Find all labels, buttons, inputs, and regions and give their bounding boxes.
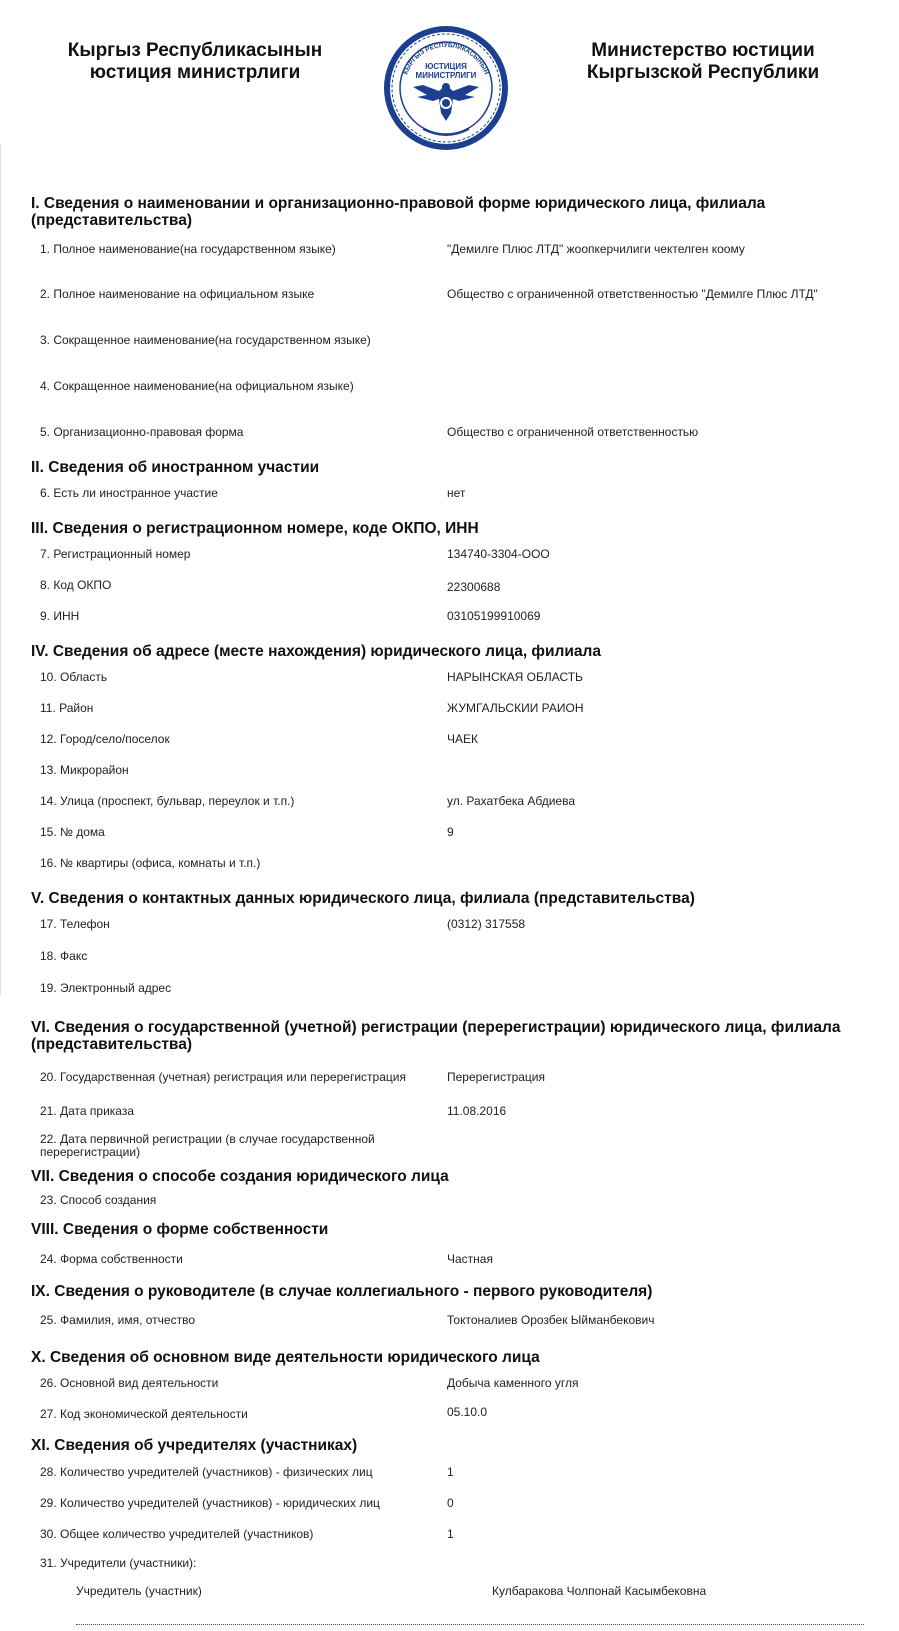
ministry-name-russian: [538, 40, 868, 84]
founder-name: Кулбаракова Чолпонай Касымбековна: [492, 1584, 707, 1598]
field-value-9: 03105199910069: [447, 609, 541, 623]
field-label-1: 1. Полное наименование(на государственном языке): [40, 242, 336, 256]
ministry-name-russian-line2: Кыргызской Республики: [586, 62, 820, 83]
field-value-7: 134740-3304-ООО: [447, 547, 550, 561]
field-label-25: 25. Фамилия, имя, отчество: [40, 1313, 195, 1327]
field-label-20: 20. Государственная (учетная) регистрация или перерегистрация: [40, 1070, 406, 1084]
field-value-28: 1: [447, 1465, 454, 1479]
field-label-9: 9. ИНН: [40, 609, 80, 623]
field-value-14: ул. Рахатбека Абдиева: [447, 794, 576, 808]
field-value-27: 05.10.0: [447, 1405, 488, 1419]
field-label-8: 8. Код ОКПО: [40, 578, 112, 592]
founder-divider: [76, 1624, 864, 1625]
page-edge-line: [0, 145, 1, 995]
ministry-name-kyrgyz-line1: Кыргыз Республикасынын: [67, 40, 323, 61]
field-value-29: 0: [447, 1496, 454, 1510]
section-heading-7: VII. Сведения о способе создания юридического лица: [31, 1168, 449, 1185]
field-label-15: 15. № дома: [40, 825, 105, 839]
field-value-26: Добыча каменного угля: [447, 1376, 579, 1390]
field-value-10: НАРЫНСКАЯ ОБЛАСТЬ: [447, 670, 583, 684]
section-heading-6: VI. Сведения о государственной (учетной) регистрации (перерегистрации) юридического лица, филиала (представительства): [31, 1019, 841, 1053]
ministry-name-kyrgyz: [40, 40, 350, 84]
field-value-2: Общество с ограниченной ответственностью "Демилге Плюс ЛТД": [447, 287, 818, 301]
field-label-22: 22. Дата первичной регистрации (в случае государственной перерегистрации): [40, 1132, 375, 1159]
section-heading-10: X. Сведения об основном виде деятельности юридического лица: [31, 1349, 540, 1366]
seal-title-line1: ЮСТИЦИЯ: [425, 62, 467, 71]
field-value-30: 1: [447, 1527, 454, 1541]
field-label-18: 18. Факс: [40, 949, 88, 963]
field-value-21: 11.08.2016: [447, 1104, 507, 1118]
section-heading-4: IV. Сведения об адресе (месте нахождения) юридического лица, филиала: [31, 643, 601, 660]
field-label-29: 29. Количество учредителей (участников) - юридических лиц: [40, 1496, 380, 1510]
field-label-24: 24. Форма собственности: [40, 1252, 183, 1266]
field-label-28: 28. Количество учредителей (участников) - физических лиц: [40, 1465, 373, 1479]
field-label-19: 19. Электронный адрес: [40, 981, 172, 995]
field-label-21: 21. Дата приказа: [40, 1104, 135, 1118]
field-value-12: ЧАЕК: [447, 732, 478, 746]
field-label-16: 16. № квартиры (офиса, комнаты и т.п.): [40, 856, 261, 870]
field-label-13: 13. Микрорайон: [40, 763, 129, 777]
section-heading-3: III. Сведения о регистрационном номере, коде ОКПО, ИНН: [31, 520, 479, 537]
field-value-25: Токтоналиев Орозбек Ыйманбекович: [447, 1313, 655, 1327]
ministry-name-kyrgyz-line2: юстиция министрлиги: [89, 62, 301, 83]
founder-label: Учредитель (участник): [76, 1584, 202, 1598]
field-label-17: 17. Телефон: [40, 917, 110, 931]
section-heading-5: V. Сведения о контактных данных юридического лица, филиала (представительства): [31, 890, 695, 907]
field-label-7: 7. Регистрационный номер: [40, 547, 191, 561]
field-label-12: 12. Город/село/поселок: [40, 732, 170, 746]
field-label-11: 11. Район: [40, 701, 94, 715]
seal-title-line2: МИНИСТРЛИГИ: [415, 71, 477, 80]
field-label-14: 14. Улица (проспект, бульвар, переулок и т.п.): [40, 794, 295, 808]
field-value-8: 22300688: [447, 580, 501, 594]
field-value-24: Частная: [447, 1252, 493, 1266]
section-heading-1: I. Сведения о наименовании и организационно-правовой форме юридического лица, филиала (представительства): [31, 195, 766, 229]
field-label-23: 23. Способ создания: [40, 1193, 157, 1207]
field-label-3: 3. Сокращенное наименование(на государственном языке): [40, 333, 371, 347]
field-label-30: 30. Общее количество учредителей (участников): [40, 1527, 314, 1541]
field-label-5: 5. Организационно-правовая форма: [40, 425, 244, 439]
section-heading-9: IX. Сведения о руководителе (в случае коллегиального - первого руководителя): [31, 1283, 653, 1300]
seal-arc-text: КЫРГЫЗ РЕСПУБЛИКАСЫНЫН: [402, 41, 490, 76]
field-label-31: 31. Учредители (участники):: [40, 1556, 197, 1570]
field-label-26: 26. Основной вид деятельности: [40, 1376, 219, 1390]
field-label-6: 6. Есть ли иностранное участие: [40, 486, 218, 500]
ministry-name-russian-line1: Министерство юстиции: [591, 40, 815, 61]
field-value-20: Перерегистрация: [447, 1070, 545, 1084]
field-value-17: (0312) 317558: [447, 917, 526, 931]
field-value-15: 9: [447, 825, 454, 839]
field-label-27: 27. Код экономической деятельности: [40, 1407, 248, 1421]
field-label-4: 4. Сокращенное наименование(на официальном языке): [40, 379, 354, 393]
section-heading-11: XI. Сведения об учредителях (участниках): [31, 1437, 358, 1454]
field-value-5: Общество с ограниченной ответственностью: [447, 425, 699, 439]
field-label-2: 2. Полное наименование на официальном языке: [40, 287, 315, 301]
field-value-6: нет: [447, 486, 466, 500]
section-heading-2: II. Сведения об иностранном участии: [31, 459, 320, 476]
field-value-1: "Демилге Плюс ЛТД" жоопкерчилиги чектелген коому: [447, 242, 745, 256]
section-heading-8: VIII. Сведения о форме собственности: [31, 1221, 329, 1238]
ministry-seal-logo: [383, 25, 509, 151]
field-label-10: 10. Область: [40, 670, 108, 684]
field-value-11: ЖУМГАЛЬСКИИ РАИОН: [447, 701, 584, 715]
